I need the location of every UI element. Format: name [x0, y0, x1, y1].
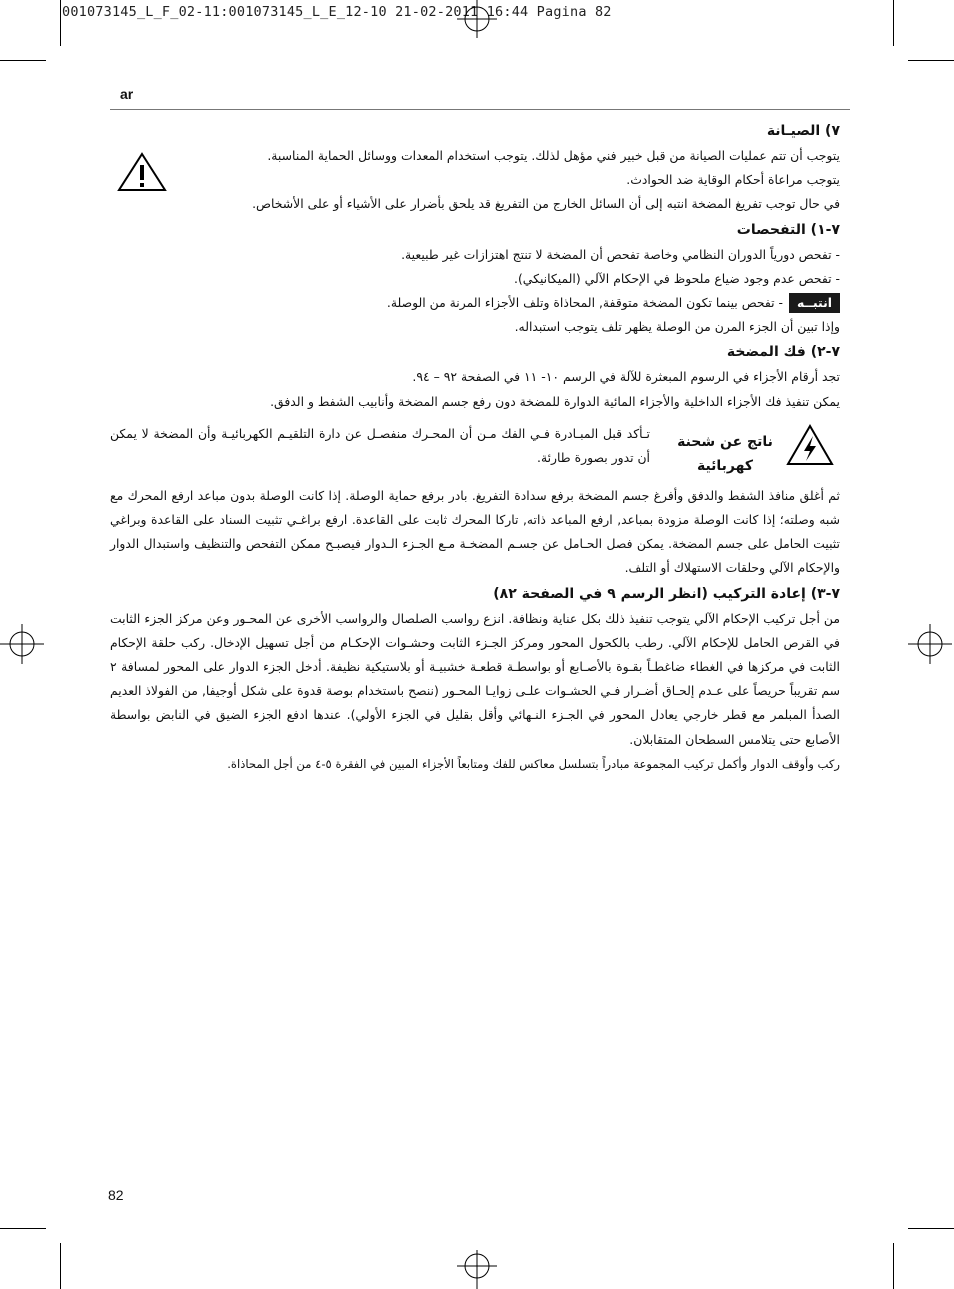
electric-warning-block	[110, 422, 840, 478]
warning-icon-box	[110, 144, 174, 192]
maintenance-text	[174, 144, 840, 192]
section-title-dismantle: ٧-٢) فك المضخة	[726, 344, 840, 361]
checks-line: - تفحص دورياً الدوران النظامي وخاصة تفحص أن المضخة لا تنتج اهتزازات غير طبيعية.	[401, 246, 840, 262]
crop-mark-bl-h	[0, 1228, 46, 1229]
reassembly-last-line: ركب وأوقف الدوار وأكمل تركيب المجموعة مبادراً بتسلسل معاكس للفك ومتابعاً الأجزاء المبين في الفقرة ٥-٤ من أجل المحاذاة.	[227, 756, 840, 771]
electric-warning-label: ناتج عن شحنة كهربائية	[677, 433, 773, 474]
electric-icon-box	[780, 422, 840, 466]
attention-badge: انتبــه	[789, 293, 840, 313]
section-title-checks: ٧-١) التفحصات	[736, 221, 840, 238]
crop-mark-tl-v	[60, 0, 61, 46]
header-rule	[110, 109, 850, 110]
warning-triangle-icon	[117, 152, 167, 192]
registration-mark-top-icon	[455, 0, 499, 38]
page-number: 82	[108, 1187, 124, 1203]
maintenance-line: في حال توجب تفريغ المضخة انتبه إلى أن السائل الخارج من التفريغ قد يلحق بأضرار على الأشياء أو على الأشخاص.	[252, 196, 840, 212]
maintenance-block	[110, 144, 840, 192]
maintenance-line: يتوجب أن تتم عمليات الصيانة من قبل خبير فني مؤهل لذلك. يتوجب استخدام المعدات ووسائل الحماية المناسبة.	[267, 148, 840, 163]
reassembly-body: من أجل تركيب الإحكام الآلي يتوجب تنفيذ ذلك بكل عناية ونظافة. انزع رواسب الصلصال والرواسب الأخرى عن المحـور وعن مركز الجزء الثابت في القرص الحامل للإحكام الآلي. رطب بالكحول المحور ومركز الجـزء الثابت وحشـوات الإحكـام من أجل تسهيل الإدخال. ركب حلقة الإحكام الثابت في مركزها في الغطاء ضاغطـاً بقـوة بالأصـابع أو بواسطـة قطعـة خشبيـة أو بلاستيكية نظيفة. أدخل الجزء الدوار على المحور لمسافة ٢ سم تقريباً حريصاً على عـدم إلحـاق أضـرار فـي الحشـوات علـى زوايـا المحـور (ننصح باستخدام بوصة قدوة على شكل أوجيفا, من الفولاذ العديم الصدأ المبلمر مع قطر خارجي يعادل المحور في الجـزء النـهائي وأقل بقليل في الجزء الأولي). عندها ادفع الجزء الضيق في النابض بواسطة الأصابع حتى يتلامس السطحان المتقابلان.	[110, 610, 840, 747]
registration-mark-bottom-icon	[455, 1250, 499, 1289]
maintenance-line: يتوجب مراعاة أحكام الوقاية ضد الحوادث.	[626, 172, 840, 188]
checks-line: وإذا تبين أن الجزء المرن من الوصلة يظهر تلف يتوجب استبداله.	[514, 319, 840, 335]
print-slug-line: 001073145_L_F_02-11:001073145_L_E_12-10 21-02-2011 16:44 Pagina 82	[62, 4, 612, 20]
language-code: ar	[120, 86, 134, 102]
checks-line: - تفحص عدم وجود ضياع ملحوظ في الإحكام الآلي (الميكانيكي).	[514, 270, 840, 286]
crop-mark-tr-h	[908, 60, 954, 61]
registration-mark-right-icon	[908, 622, 952, 666]
electric-shock-icon	[786, 424, 834, 466]
registration-mark-left-icon	[0, 622, 44, 666]
crop-mark-br-h	[908, 1228, 954, 1229]
dismantle-body: ثم أغلق منافذ الشفط والدفق وأفرغ جسم المضخة برفع سدادة التفريغ. بادر برفع حماية الوصلة. إذا كانت الوصلة بدون مباعد ارفع المحرك مع شبه وصلته؛ إذا كانت الوصلة مزودة بمباعد, ارفع المباعد ذاته, تاركا المحرك ثابت على القاعدة. ارفع براغـي تثبيت السناد على القاعدة وبراغي تثبيت الحامل على جسم المضخة. يمكن فصل الحـامل عن جسـم المضخـة مـع الجـزء الـدوار فيصبـح ممكن التفحص والتنظيف واستبدال الدوار والإحكام الآلي وحلقات الاستهلاك أو التلف.	[110, 487, 840, 576]
dismantle-line: يمكن تنفيذ فك الأجزاء الداخلية والأجزاء المائية الدوارة للمضخة دون رفع جسم المضخة وأنابيب الشفط و الدفق.	[270, 393, 840, 409]
section-title-reassembly: ٧-٣) إعادة التركيب (انظر الرسم ٩ في الصفحة ٨٢)	[493, 585, 840, 602]
section-title-maintenance: ٧) الصيـانة	[766, 123, 840, 139]
page-content	[110, 118, 840, 776]
attention-text: - تفحص بينما تكون المضخة متوقفة, المحاذاة وتلف الأجزاء المرنة من الوصلة.	[386, 295, 783, 311]
dismantle-line: تجد أرقام الأجزاء في الرسوم المبعثرة للآلة في الرسم ١٠- ١١ في الصفحة ٩٢ – ٩٤.	[412, 369, 840, 385]
crop-mark-tl-h	[0, 60, 46, 61]
electric-warning-text: تـأكد قبل المبـادرة فـي الفك مـن أن المحـرك منفصـل عن دارة التلقيـم الكهربائيـة وأن المضخة لا يمكن أن تدور بصورة طارئة.	[110, 425, 650, 466]
crop-mark-tr-v	[893, 0, 894, 46]
crop-mark-br-v	[893, 1243, 894, 1289]
crop-mark-bl-v	[60, 1243, 61, 1289]
checks-attention-line	[110, 291, 840, 315]
